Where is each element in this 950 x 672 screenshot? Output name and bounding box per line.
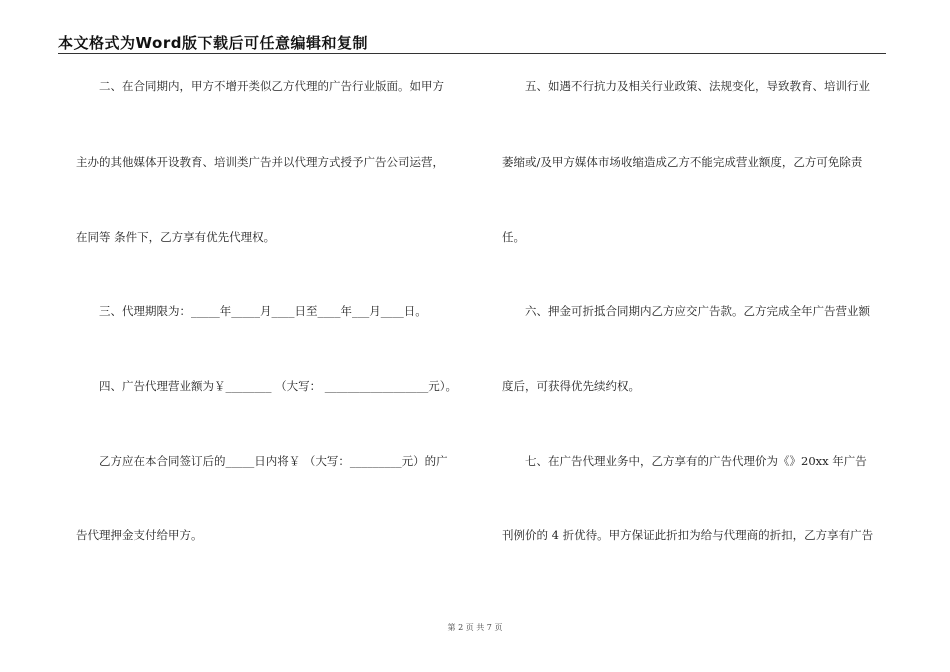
paragraph-line: 五、如遇不行抗力及相关行业政策、法规变化，导致教育、培训行业 [502,79,870,93]
paragraph-line: 告代理押金支付给甲方。 [76,528,203,542]
paragraph-line: 三、代理期限为：_____年_____月____日至____年___月____日。 [76,304,427,318]
paragraph-line: 主办的其他媒体开设教育、培训类广告并以代理方式授予广告公司运营， [76,155,444,169]
paragraph-line: 刊例价的 4 折优待。甲方保证此折扣为给与代理商的折扣，乙方享有广告 [502,528,874,542]
paragraph-line: 在同等 条件下，乙方享有优先代理权。 [76,230,276,244]
page-number: 第 2 页 共 7 页 [447,623,503,632]
paragraph-line: 萎缩或/及甲方媒体市场收缩造成乙方不能完成营业额度，乙方可免除责 [502,155,863,169]
paragraph-line: 乙方应在本合同签订后的_____日内将￥ （大写：_________元）的广 [76,454,448,468]
paragraph-line: 七、在广告代理业务中，乙方享有的广告代理价为《》20xx 年广告 [502,454,867,468]
paragraph-line: 二、在合同期内，甲方不增开类似乙方代理的广告行业版面。如甲方 [76,79,444,93]
paragraph-line: 任。 [502,230,525,244]
paragraph-line: 四、广告代理营业额为￥________ （大写： __________________元）。 [76,379,458,393]
header-divider [58,53,886,54]
paragraph-line: 度后，可获得优先续约权。 [502,379,640,393]
document-header-title: 本文格式为Word版下载后可任意编辑和复制 [58,34,368,52]
paragraph-line: 六、押金可折抵合同期内乙方应交广告款。乙方完成全年广告营业额 [502,304,870,318]
